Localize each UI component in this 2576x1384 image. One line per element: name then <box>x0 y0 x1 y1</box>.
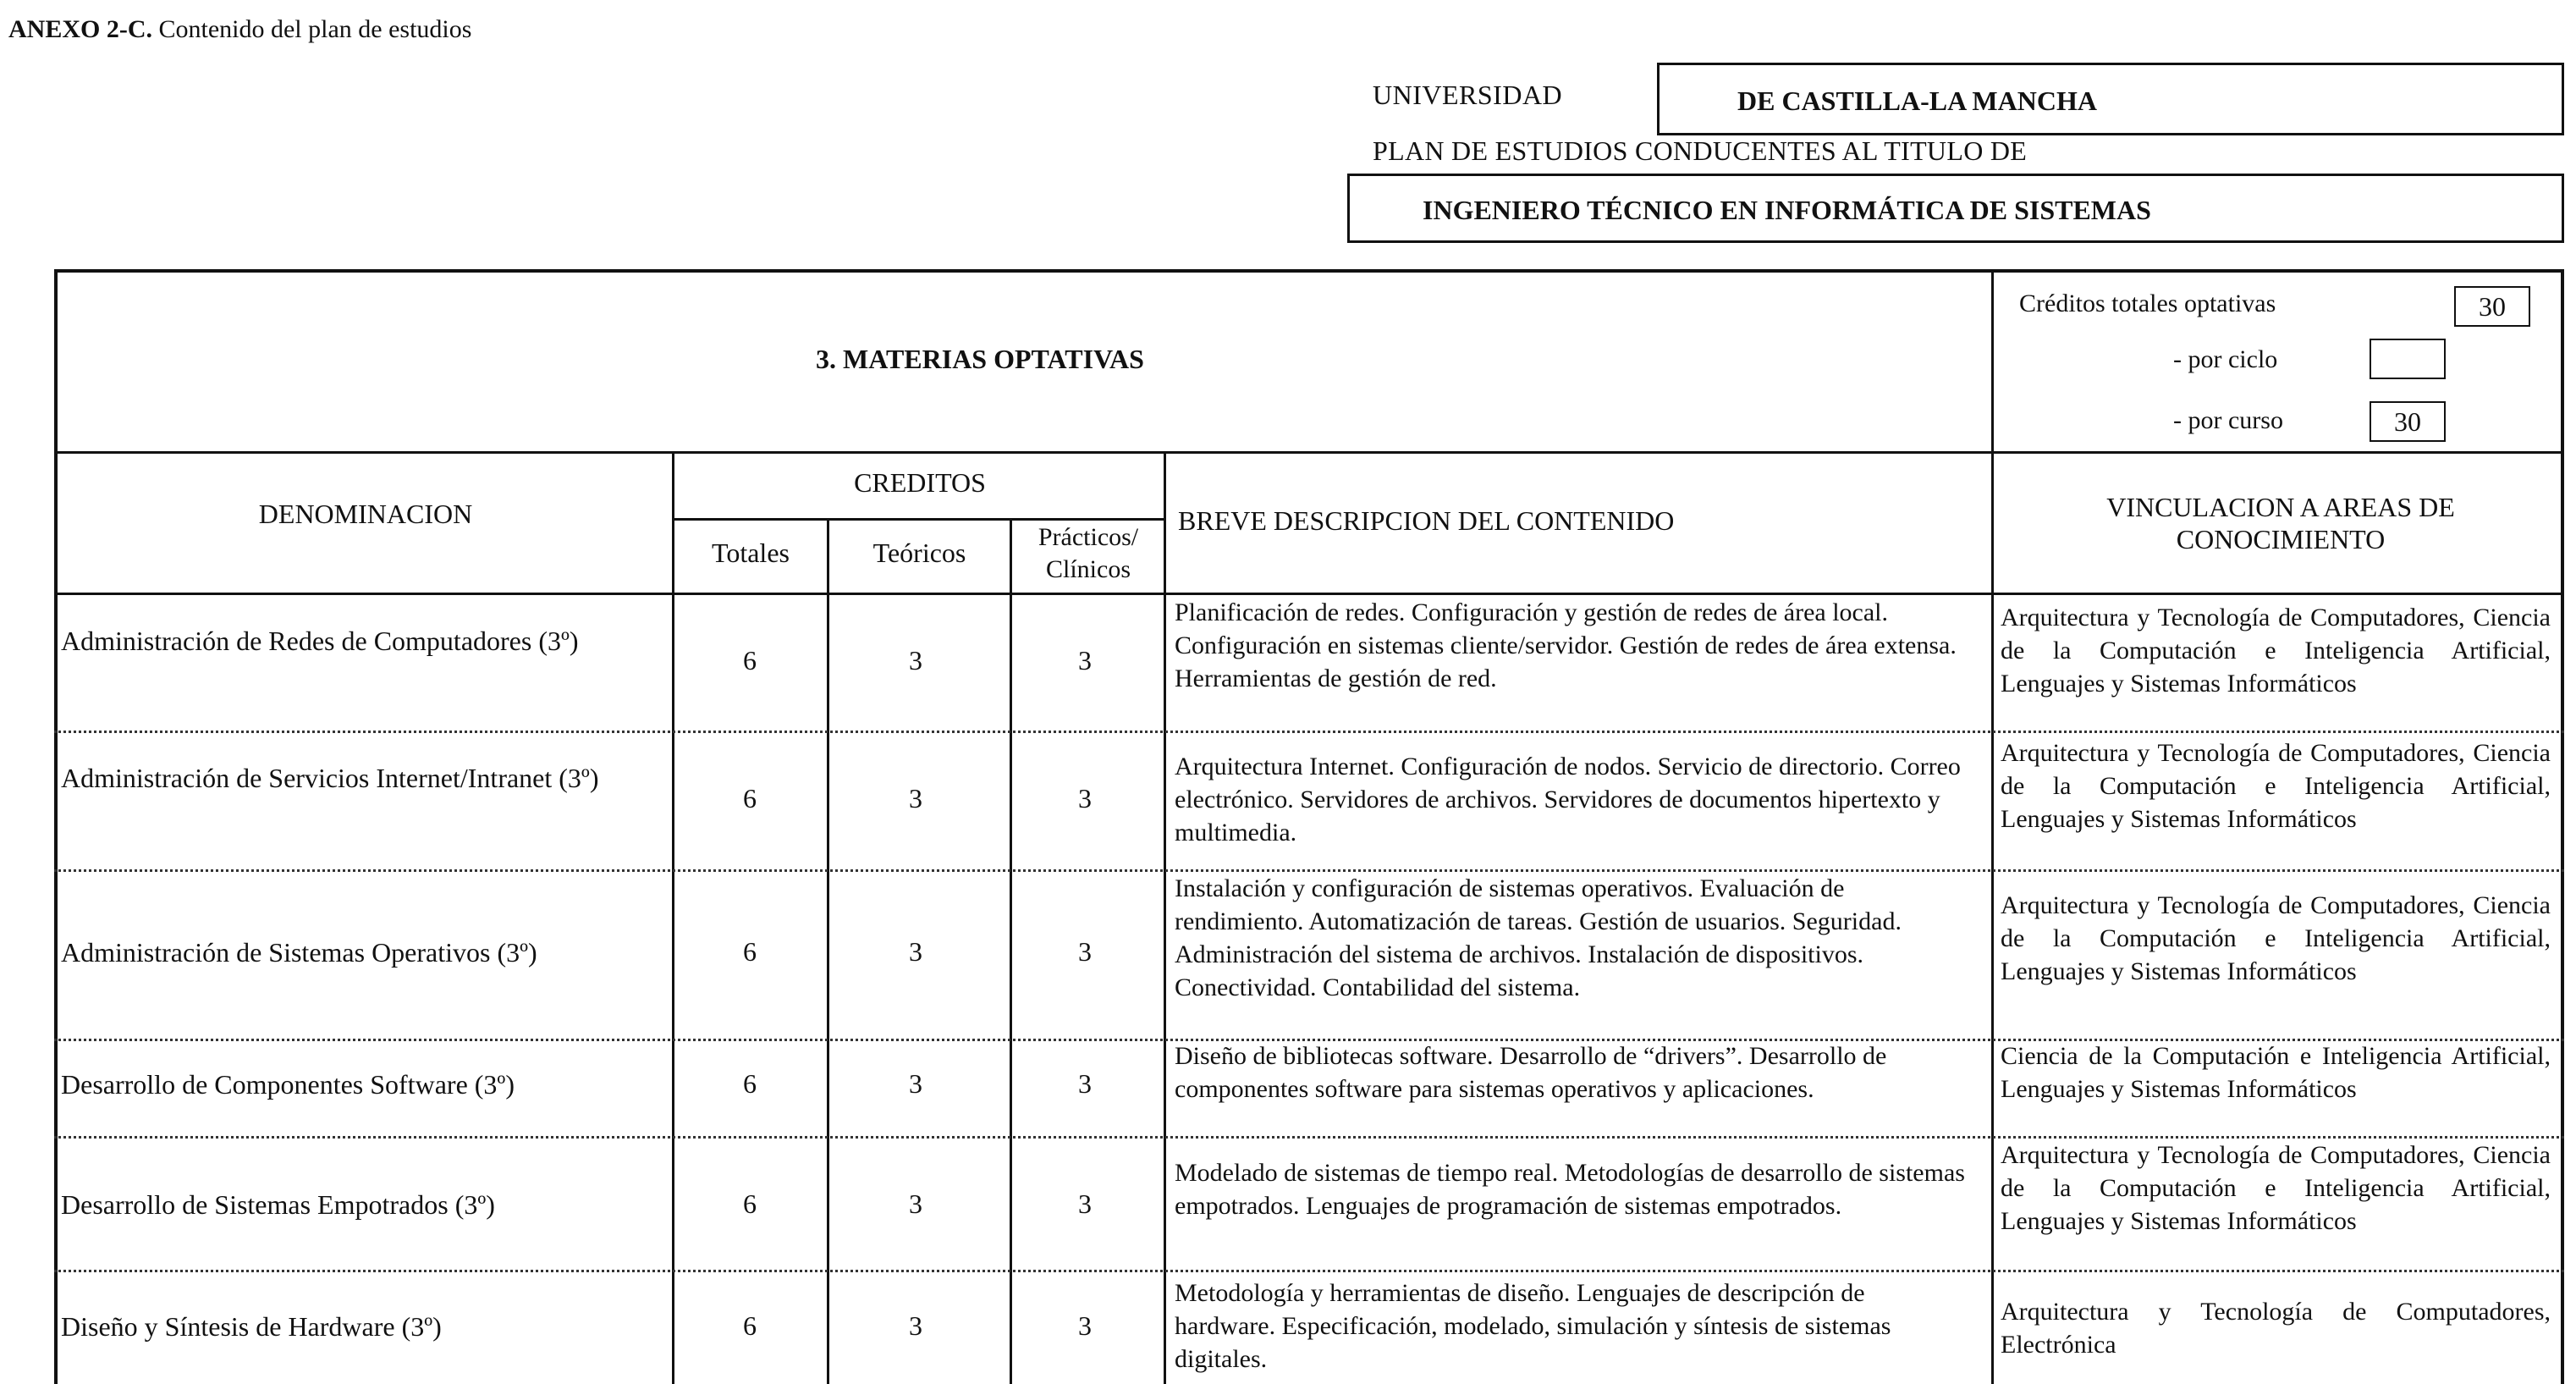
annex-title: Contenido del plan de estudios <box>152 15 472 43</box>
degree-name: INGENIERO TÉCNICO EN INFORMÁTICA DE SISTEMAS <box>1423 195 2151 225</box>
header-description: BREVE DESCRIPCION DEL CONTENIDO <box>1178 505 1675 536</box>
per-course-box: 30 <box>2370 401 2446 442</box>
row-1-practice: 3 <box>1078 645 1092 675</box>
per-cycle-label: - por ciclo <box>2173 345 2278 373</box>
divider-areas <box>1991 269 1994 1384</box>
header-name: DENOMINACION <box>258 499 473 529</box>
university-label: UNIVERSIDAD <box>1373 80 1563 110</box>
per-course-label: - por curso <box>2173 406 2283 434</box>
row-2-total: 6 <box>743 783 757 813</box>
header-credits: CREDITOS <box>854 467 986 498</box>
header-practice: Prácticos/ Clínicos <box>1038 523 1139 583</box>
header-theory: Teóricos <box>872 538 966 568</box>
row-6-areas: Arquitectura y Tecnología de Computadores, Electrónica <box>2001 1298 2551 1359</box>
annex-number: ANEXO 2-C. <box>8 15 152 43</box>
row-3-theory: 3 <box>909 936 922 967</box>
row-4-description: Diseño de bibliotecas software. Desarrollo de “drivers”. Desarrollo de componentes software para sistemas operativos y aplicaciones. <box>1175 1042 1887 1103</box>
divider-desc <box>1164 451 1166 1384</box>
row-1-areas: Arquitectura y Tecnología de Computadores, Ciencia de la Computación e Inteligencia Artificial, Lenguajes y Sistemas Informáticos <box>2001 604 2551 698</box>
row-2-theory: 3 <box>909 783 922 813</box>
row-4-areas: Ciencia de la Computación e Inteligencia Artificial, Lenguajes y Sistemas Informáticos <box>2001 1042 2551 1103</box>
degree-box <box>1347 174 2564 243</box>
row-1-total: 6 <box>743 645 757 675</box>
row-5-practice: 3 <box>1078 1188 1092 1219</box>
row-6-name: Diseño y Síntesis de Hardware (3º) <box>61 1311 442 1342</box>
row-2-areas: Arquitectura y Tecnología de Computadores, Ciencia de la Computación e Inteligencia Artificial, Lenguajes y Sistemas Informáticos <box>2001 739 2551 833</box>
row-1-name: Administración de Redes de Computadores (3º) <box>61 626 579 656</box>
row-divider <box>54 1270 2564 1272</box>
row-2-name: Administración de Servicios Internet/Intranet (3º) <box>61 763 599 793</box>
row-3-total: 6 <box>743 936 757 967</box>
row-5-total: 6 <box>743 1188 757 1219</box>
header-totals: Totales <box>712 538 790 568</box>
divider-theory <box>1010 518 1012 1384</box>
row-4-practice: 3 <box>1078 1068 1092 1099</box>
row-3-name: Administración de Sistemas Operativos (3º) <box>61 937 537 968</box>
annex-heading <box>8 15 471 44</box>
row-6-practice: 3 <box>1078 1310 1092 1341</box>
divider-name <box>672 451 674 1384</box>
university-box <box>1657 63 2564 135</box>
header-top-line <box>54 451 2564 454</box>
row-6-theory: 3 <box>909 1310 922 1341</box>
row-divider <box>54 731 2564 733</box>
row-5-areas: Arquitectura y Tecnología de Computadores, Ciencia de la Computación e Inteligencia Artificial, Lenguajes y Sistemas Informáticos <box>2001 1141 2551 1235</box>
row-4-total: 6 <box>743 1068 757 1099</box>
row-2-practice: 3 <box>1078 783 1092 813</box>
row-4-name: Desarrollo de Componentes Software (3º) <box>61 1069 515 1100</box>
row-3-description: Instalación y configuración de sistemas operativos. Evaluación de rendimiento. Automatización de tareas. Gestión de usuarios. Seguridad. Administración del sistema de archivos. Instalación de dispositivos. Conectividad. Contabilidad del sistema. <box>1175 874 1902 1001</box>
row-5-description: Modelado de sistemas de tiempo real. Metodologías de desarrollo de sistemas empotrados. Lenguajes de programación de sistemas empotrados. <box>1175 1159 1965 1220</box>
row-1-theory: 3 <box>909 645 922 675</box>
row-4-theory: 3 <box>909 1068 922 1099</box>
university-name: DE CASTILLA-LA MANCHA <box>1737 85 2097 116</box>
divider-totals <box>827 518 829 1384</box>
header-bottom-line <box>54 593 2564 595</box>
row-5-name: Desarrollo de Sistemas Empotrados (3º) <box>61 1189 495 1220</box>
credits-total-label: Créditos totales optativas <box>2019 289 2276 317</box>
row-1-description: Planificación de redes. Configuración y gestión de redes de área local. Configuración en sistemas cliente/servidor. Gestión de redes de área extensa. Herramientas de gestión de red. <box>1175 598 1957 692</box>
credits-sub-line <box>674 518 1165 521</box>
row-6-total: 6 <box>743 1310 757 1341</box>
row-2-description: Arquitectura Internet. Configuración de nodos. Servicio de directorio. Correo electrónico. Servidores de archivos. Servidores de documentos hipertexto y multimedia. <box>1175 753 1961 846</box>
per-cycle-box <box>2370 339 2446 379</box>
header-areas: VINCULACION A AREAS DE CONOCIMIENTO <box>2106 492 2455 554</box>
section-title: 3. MATERIAS OPTATIVAS <box>816 344 1144 374</box>
credits-total-box: 30 <box>2454 286 2530 327</box>
row-6-description: Metodología y herramientas de diseño. Lenguajes de descripción de hardware. Especificación, modelado, simulación y síntesis de sistemas digitales. <box>1175 1279 1891 1373</box>
row-3-practice: 3 <box>1078 936 1092 967</box>
plan-label: PLAN DE ESTUDIOS CONDUCENTES AL TITULO DE <box>1373 135 2028 166</box>
row-5-theory: 3 <box>909 1188 922 1219</box>
row-3-areas: Arquitectura y Tecnología de Computadores, Ciencia de la Computación e Inteligencia Artificial, Lenguajes y Sistemas Informáticos <box>2001 891 2551 985</box>
